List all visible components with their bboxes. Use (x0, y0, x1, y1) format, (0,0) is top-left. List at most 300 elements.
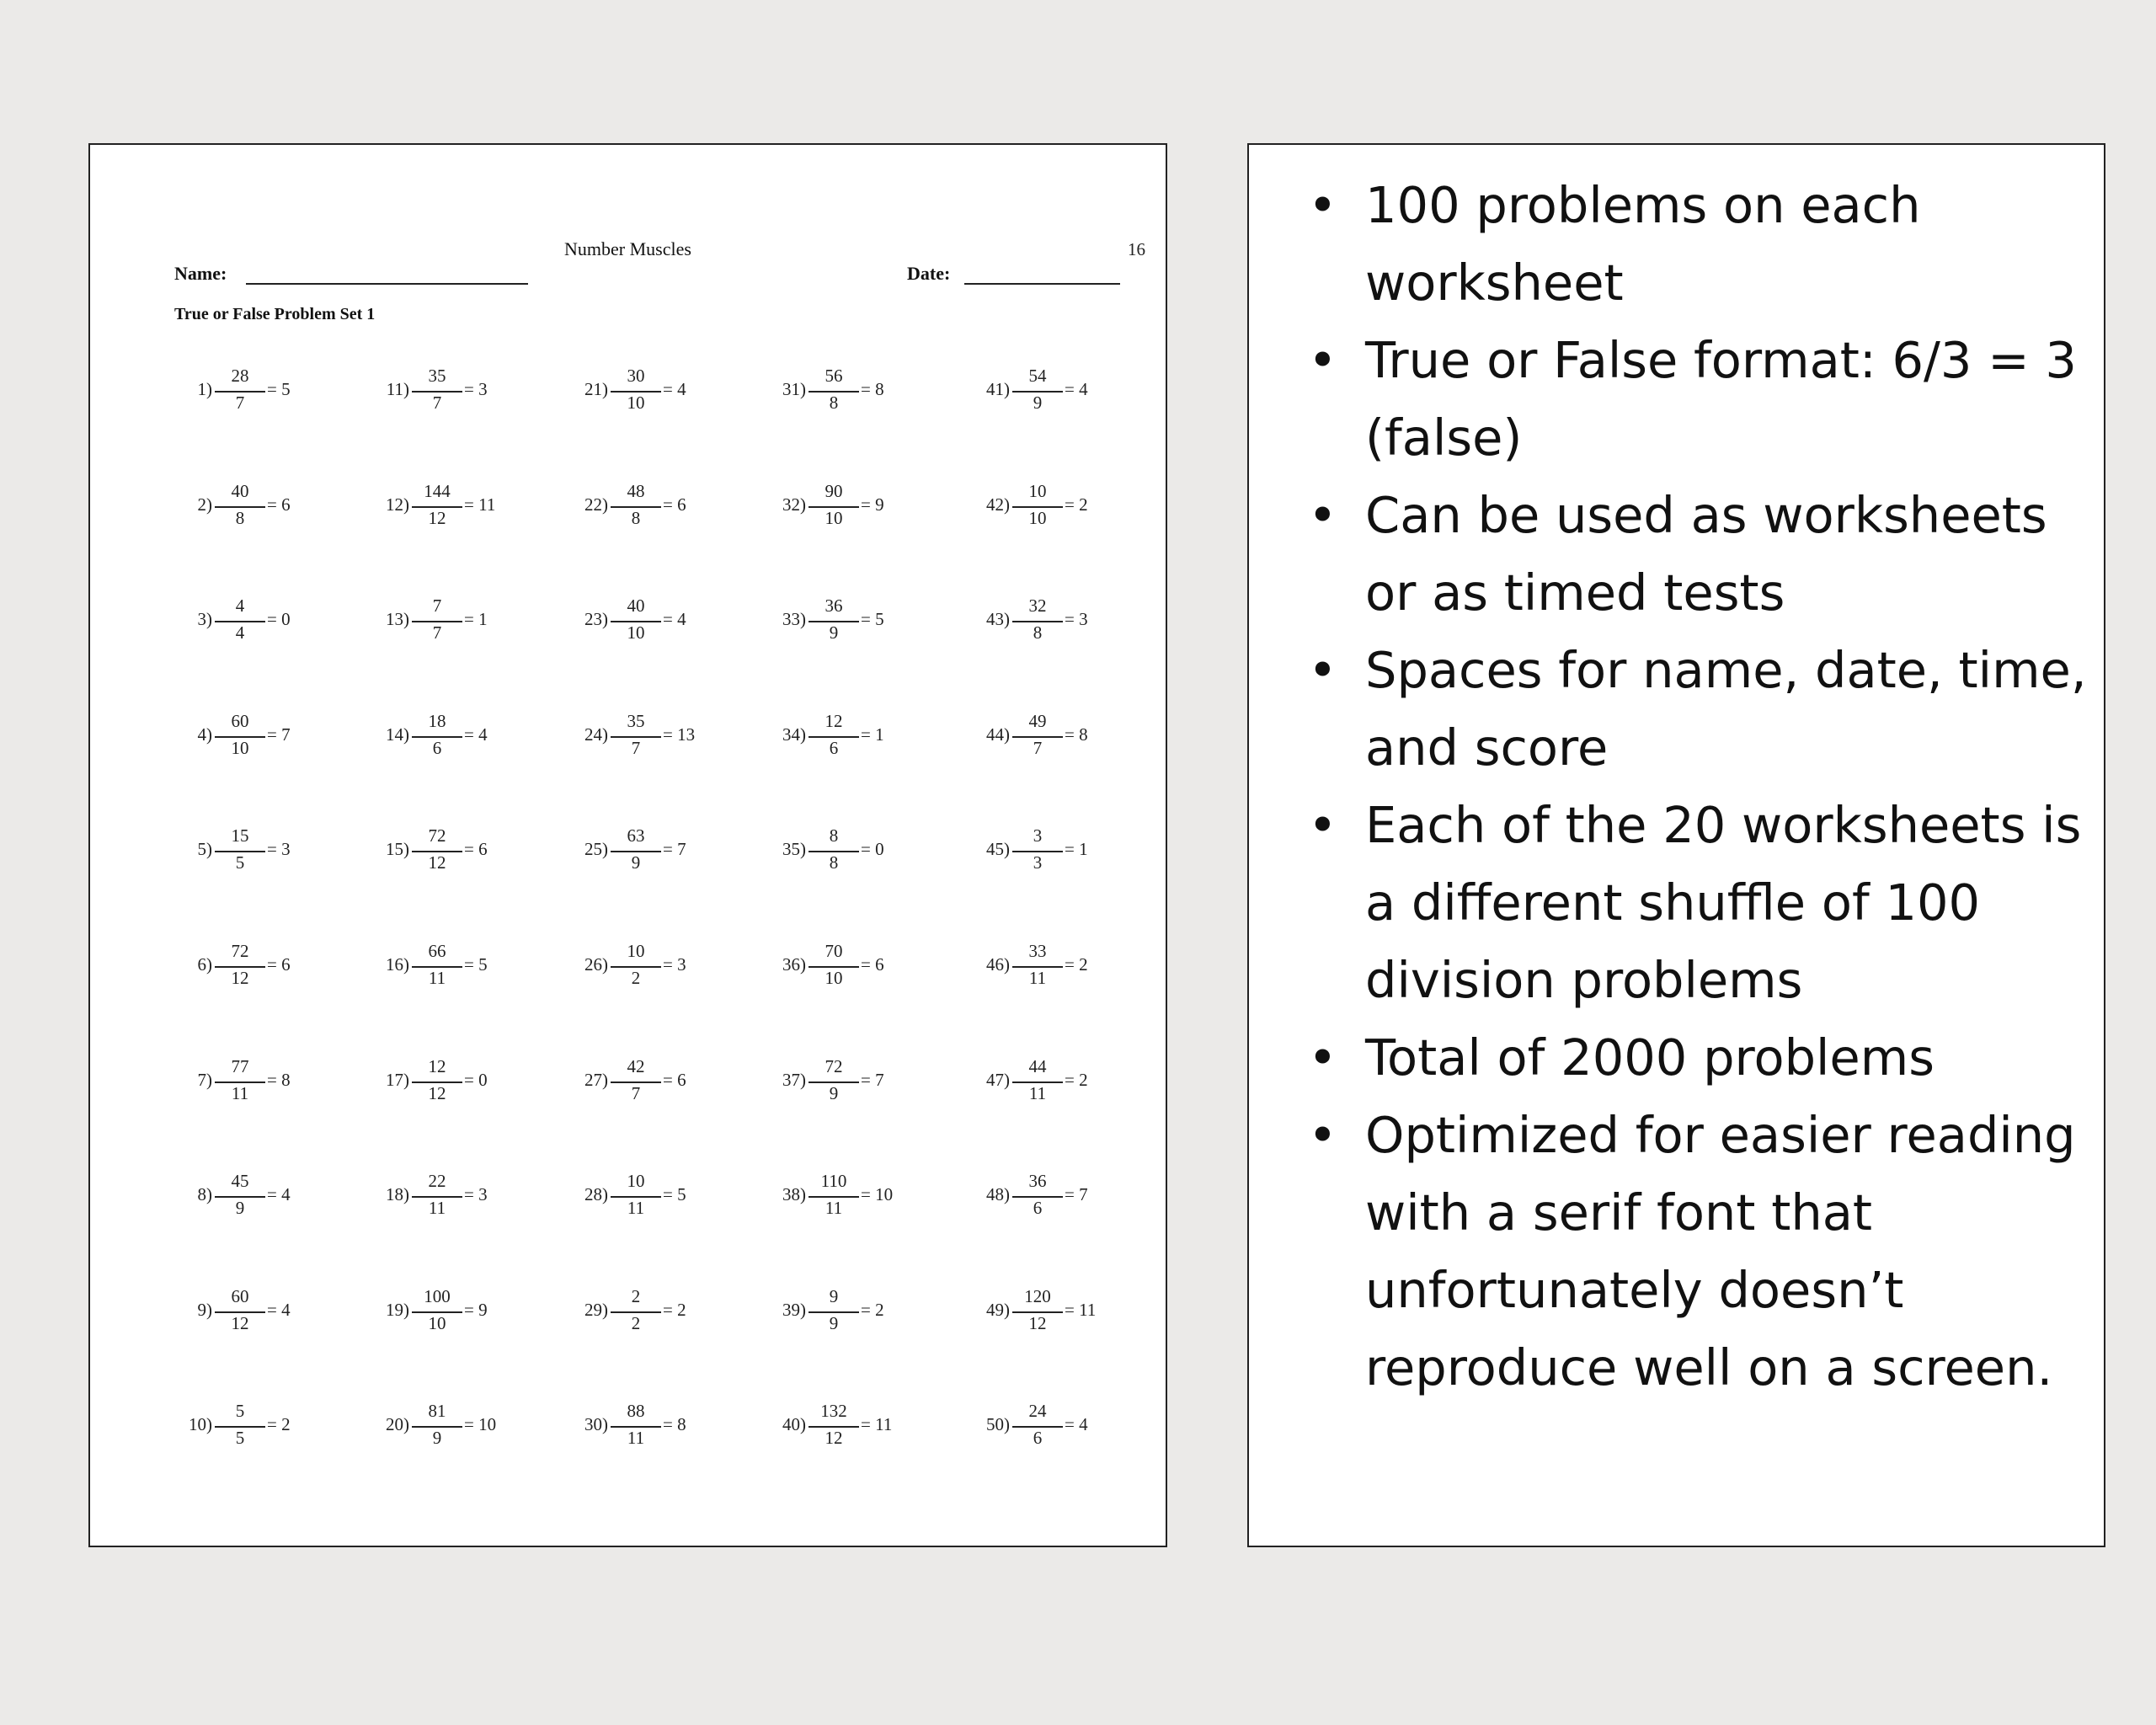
problem-item (768, 708, 903, 761)
problem-item (972, 708, 1107, 761)
bullet-icon: • (1308, 176, 1337, 234)
denominator: 12 (231, 1312, 249, 1333)
fraction (412, 937, 462, 991)
fraction (412, 822, 462, 876)
numerator: 54 (1028, 366, 1047, 386)
proposed-answer: = 4 (1065, 1414, 1088, 1435)
problem-set-title: True or False Problem Set 1 (174, 305, 376, 323)
proposed-answer: = 7 (267, 724, 291, 745)
problem-number: 38) (782, 1184, 806, 1205)
problem-item (768, 1053, 903, 1107)
denominator: 6 (829, 737, 839, 758)
problem-item (174, 1167, 309, 1221)
proposed-answer: = 5 (267, 379, 291, 399)
feature-item (1308, 1097, 2095, 1407)
fraction (611, 1397, 661, 1451)
name-label: Name: (174, 263, 227, 284)
denominator: 8 (829, 852, 839, 873)
fraction (611, 592, 661, 646)
proposed-answer: = 0 (464, 1069, 488, 1090)
feature-text: True or False format: 6/3 = 3 (false) (1365, 331, 2077, 467)
problem-number: 49) (986, 1299, 1010, 1320)
fraction (1012, 1167, 1063, 1221)
denominator: 9 (235, 1198, 245, 1219)
fraction (611, 1053, 661, 1107)
problem-item (174, 822, 309, 876)
fraction (611, 937, 661, 991)
numerator: 30 (627, 366, 645, 386)
fraction (215, 822, 265, 876)
proposed-answer: = 2 (861, 1299, 884, 1320)
proposed-answer: = 1 (464, 609, 488, 630)
numerator: 12 (825, 710, 843, 731)
proposed-answer: = 8 (663, 1414, 686, 1435)
proposed-answer: = 4 (464, 724, 488, 745)
denominator: 11 (1028, 1082, 1047, 1103)
problem-item (371, 1397, 506, 1451)
proposed-answer: = 8 (267, 1069, 291, 1090)
problem-number: 31) (782, 379, 806, 399)
proposed-answer: = 11 (861, 1414, 893, 1435)
fraction (808, 1053, 859, 1107)
problem-item (972, 362, 1107, 416)
denominator: 7 (432, 393, 442, 413)
proposed-answer: = 7 (663, 839, 686, 860)
proposed-answer: = 7 (1065, 1184, 1088, 1205)
problem-number: 5) (197, 839, 212, 860)
problem-number: 3) (197, 609, 212, 630)
feature-item (1308, 632, 2095, 787)
feature-text: Each of the 20 worksheets is a different shuffle of 100 division problems (1365, 796, 2082, 1009)
problem-number: 42) (986, 494, 1010, 515)
proposed-answer: = 2 (267, 1414, 291, 1435)
problem-number: 33) (782, 609, 806, 630)
numerator: 72 (428, 825, 446, 846)
fraction (808, 708, 859, 761)
numerator: 40 (627, 595, 645, 617)
problem-item (371, 1283, 506, 1337)
numerator: 49 (1028, 710, 1047, 731)
denominator: 3 (1033, 852, 1043, 873)
numerator: 60 (231, 1285, 249, 1306)
denominator: 12 (428, 1082, 446, 1103)
numerator: 36 (1028, 1171, 1047, 1192)
problem-number: 39) (782, 1299, 806, 1320)
problem-item (371, 478, 506, 531)
problem-item (972, 1283, 1107, 1337)
feature-text: Can be used as worksheets or as timed tests (1365, 486, 2047, 622)
denominator: 9 (432, 1428, 442, 1449)
proposed-answer: = 4 (267, 1299, 291, 1320)
fraction (215, 1053, 265, 1107)
denominator: 5 (235, 1428, 245, 1449)
denominator: 12 (428, 852, 446, 873)
problem-number: 13) (386, 609, 409, 630)
fraction (215, 1397, 265, 1451)
problem-item (768, 1397, 903, 1451)
fraction (808, 478, 859, 531)
feature-text: Spaces for name, date, time, and score (1365, 641, 2087, 777)
feature-panel (1247, 143, 2105, 1547)
fraction (1012, 822, 1063, 876)
proposed-answer: = 3 (464, 379, 488, 399)
problem-item (972, 822, 1107, 876)
fraction (808, 1397, 859, 1451)
proposed-answer: = 6 (464, 839, 488, 860)
numerator: 60 (231, 710, 249, 731)
problem-number: 32) (782, 494, 806, 515)
proposed-answer: = 6 (267, 954, 291, 975)
feature-item (1308, 1019, 2095, 1097)
denominator: 10 (627, 393, 645, 413)
proposed-answer: = 2 (663, 1299, 686, 1320)
fraction (1012, 1397, 1063, 1451)
denominator: 8 (631, 507, 641, 528)
fraction (412, 592, 462, 646)
fraction (1012, 592, 1063, 646)
denominator: 12 (825, 1428, 843, 1449)
denominator: 10 (825, 968, 843, 988)
problem-item (768, 822, 903, 876)
numerator: 10 (627, 1171, 645, 1192)
proposed-answer: = 2 (1065, 954, 1088, 975)
proposed-answer: = 8 (861, 379, 884, 399)
proposed-answer: = 0 (861, 839, 884, 860)
proposed-answer: = 10 (464, 1414, 497, 1435)
proposed-answer: = 6 (267, 494, 291, 515)
problem-number: 1) (197, 379, 212, 399)
bullet-icon: • (1308, 331, 1337, 389)
numerator: 44 (1028, 1055, 1047, 1076)
fraction (611, 478, 661, 531)
problem-number: 11) (386, 379, 409, 399)
proposed-answer: = 3 (1065, 609, 1088, 630)
page-number: 16 (1128, 239, 1145, 259)
numerator: 5 (235, 1401, 245, 1422)
problem-item (371, 708, 506, 761)
numerator: 90 (825, 480, 843, 501)
fraction (215, 937, 265, 991)
numerator: 45 (231, 1171, 249, 1192)
numerator: 35 (428, 366, 446, 386)
proposed-answer: = 11 (1065, 1299, 1097, 1320)
fraction (611, 708, 661, 761)
denominator: 10 (825, 507, 843, 528)
numerator: 110 (820, 1171, 847, 1192)
problem-item (570, 1283, 705, 1337)
problem-number: 9) (197, 1299, 212, 1320)
fraction (1012, 1053, 1063, 1107)
denominator: 7 (1033, 737, 1043, 758)
problem-item (768, 592, 903, 646)
numerator: 132 (820, 1401, 847, 1422)
numerator: 36 (825, 595, 843, 617)
problem-item (972, 478, 1107, 531)
problem-item (768, 1167, 903, 1221)
fraction (1012, 708, 1063, 761)
fraction (412, 478, 462, 531)
problem-item (768, 478, 903, 531)
numerator: 33 (1028, 941, 1047, 961)
fraction (412, 362, 462, 416)
proposed-answer: = 4 (663, 609, 686, 630)
numerator: 7 (432, 595, 442, 617)
problem-number: 44) (986, 724, 1010, 745)
problem-item (570, 478, 705, 531)
fraction (611, 822, 661, 876)
denominator: 11 (428, 968, 446, 988)
proposed-answer: = 13 (663, 724, 696, 745)
numerator: 40 (231, 480, 249, 501)
proposed-answer: = 5 (861, 609, 884, 630)
fraction (412, 1053, 462, 1107)
problem-number: 23) (584, 609, 608, 630)
fraction (412, 1397, 462, 1451)
denominator: 11 (627, 1428, 645, 1449)
numerator: 3 (1033, 825, 1043, 846)
problem-number: 19) (386, 1299, 409, 1320)
denominator: 9 (1033, 393, 1043, 413)
fraction (215, 1283, 265, 1337)
problem-item (972, 1397, 1107, 1451)
denominator: 7 (631, 737, 641, 758)
problem-item (570, 592, 705, 646)
numerator: 24 (1028, 1401, 1047, 1422)
proposed-answer: = 7 (861, 1069, 884, 1090)
problem-item (371, 592, 506, 646)
fraction (808, 822, 859, 876)
problem-number: 26) (584, 954, 608, 975)
fraction (215, 1167, 265, 1221)
fraction (215, 592, 265, 646)
fraction (808, 1167, 859, 1221)
problem-number: 47) (986, 1069, 1010, 1090)
proposed-answer: = 4 (1065, 379, 1088, 399)
fraction (412, 1283, 462, 1337)
problem-item (972, 592, 1107, 646)
proposed-answer: = 4 (267, 1184, 291, 1205)
numerator: 144 (424, 480, 451, 501)
bullet-icon: • (1308, 486, 1337, 544)
numerator: 10 (627, 941, 645, 961)
feature-item (1308, 787, 2095, 1019)
problem-item (174, 362, 309, 416)
denominator: 9 (829, 1082, 839, 1103)
problem-number: 27) (584, 1069, 608, 1090)
problem-number: 24) (584, 724, 608, 745)
numerator: 32 (1028, 595, 1047, 617)
fraction (611, 1283, 661, 1337)
problem-item (371, 1053, 506, 1107)
numerator: 2 (631, 1285, 641, 1306)
problem-number: 28) (584, 1184, 608, 1205)
fraction (1012, 362, 1063, 416)
problem-number: 35) (782, 839, 806, 860)
fraction (611, 1167, 661, 1221)
denominator: 12 (231, 968, 249, 988)
proposed-answer: = 6 (663, 1069, 686, 1090)
numerator: 70 (825, 941, 843, 961)
problem-item (174, 937, 309, 991)
proposed-answer: = 4 (663, 379, 686, 399)
numerator: 63 (627, 825, 645, 846)
problem-number: 25) (584, 839, 608, 860)
proposed-answer: = 5 (464, 954, 488, 975)
numerator: 100 (424, 1285, 451, 1306)
fraction (215, 478, 265, 531)
problem-number: 40) (782, 1414, 806, 1435)
problem-number: 10) (189, 1414, 212, 1435)
problem-item (371, 362, 506, 416)
problem-number: 7) (197, 1069, 212, 1090)
numerator: 8 (829, 825, 839, 846)
numerator: 4 (235, 595, 245, 617)
problem-number: 48) (986, 1184, 1010, 1205)
bullet-icon: • (1308, 796, 1337, 854)
problem-number: 29) (584, 1299, 608, 1320)
numerator: 66 (428, 941, 446, 961)
proposed-answer: = 6 (663, 494, 686, 515)
numerator: 88 (627, 1401, 645, 1422)
denominator: 2 (631, 1312, 641, 1333)
problem-number: 22) (584, 494, 608, 515)
fraction (808, 1283, 859, 1337)
problem-item (174, 1053, 309, 1107)
problem-number: 45) (986, 839, 1010, 860)
problem-item (972, 937, 1107, 991)
problem-item (174, 708, 309, 761)
numerator: 15 (231, 825, 249, 846)
proposed-answer: = 5 (663, 1184, 686, 1205)
numerator: 18 (428, 710, 446, 731)
problem-number: 43) (986, 609, 1010, 630)
proposed-answer: = 9 (861, 494, 884, 515)
denominator: 8 (1033, 622, 1043, 644)
problem-number: 50) (986, 1414, 1010, 1435)
denominator: 9 (829, 1312, 839, 1333)
problem-item (768, 1283, 903, 1337)
problem-item (174, 1397, 309, 1451)
proposed-answer: = 8 (1065, 724, 1088, 745)
date-label: Date: (907, 263, 951, 284)
fraction (1012, 478, 1063, 531)
problem-item (570, 1053, 705, 1107)
proposed-answer: = 9 (464, 1299, 488, 1320)
feature-item (1308, 477, 2095, 632)
bullet-icon: • (1308, 641, 1337, 699)
fraction (412, 708, 462, 761)
denominator: 5 (235, 852, 245, 873)
denominator: 11 (825, 1198, 843, 1219)
feature-text: 100 problems on each worksheet (1365, 176, 1921, 312)
proposed-answer: = 11 (464, 494, 496, 515)
numerator: 10 (1028, 480, 1047, 501)
numerator: 22 (428, 1171, 446, 1192)
numerator: 72 (825, 1055, 843, 1076)
problem-item (174, 1283, 309, 1337)
problem-number: 17) (386, 1069, 409, 1090)
numerator: 81 (428, 1401, 446, 1422)
proposed-answer: = 3 (464, 1184, 488, 1205)
denominator: 6 (1033, 1428, 1043, 1449)
denominator: 11 (231, 1082, 249, 1103)
proposed-answer: = 6 (861, 954, 884, 975)
numerator: 42 (627, 1055, 645, 1076)
fraction (808, 937, 859, 991)
feature-text: Total of 2000 problems (1365, 1028, 1935, 1087)
problem-number: 21) (584, 379, 608, 399)
date-blank-line (964, 283, 1120, 285)
problem-number: 15) (386, 839, 409, 860)
numerator: 35 (627, 710, 645, 731)
denominator: 11 (627, 1198, 645, 1219)
numerator: 56 (825, 366, 843, 386)
problem-item (570, 937, 705, 991)
problem-number: 37) (782, 1069, 806, 1090)
fraction (611, 362, 661, 416)
problem-number: 36) (782, 954, 806, 975)
feature-item (1308, 167, 2095, 322)
numerator: 72 (231, 941, 249, 961)
bullet-icon: • (1308, 1106, 1337, 1164)
problem-item (570, 822, 705, 876)
problem-item (768, 362, 903, 416)
problem-item (570, 1397, 705, 1451)
numerator: 77 (231, 1055, 249, 1076)
bullet-icon: • (1308, 1028, 1337, 1087)
problem-item (174, 592, 309, 646)
denominator: 2 (631, 968, 641, 988)
problem-number: 20) (386, 1414, 409, 1435)
feature-item (1308, 322, 2095, 477)
problem-number: 18) (386, 1184, 409, 1205)
fraction (412, 1167, 462, 1221)
denominator: 6 (432, 737, 442, 758)
problem-number: 41) (986, 379, 1010, 399)
problem-number: 14) (386, 724, 409, 745)
proposed-answer: = 0 (267, 609, 291, 630)
fraction (1012, 1283, 1063, 1337)
numerator: 9 (829, 1285, 839, 1306)
proposed-answer: = 10 (861, 1184, 894, 1205)
problem-item (371, 1167, 506, 1221)
problem-item (972, 1167, 1107, 1221)
denominator: 10 (231, 737, 249, 758)
fraction (1012, 937, 1063, 991)
numerator: 28 (231, 366, 249, 386)
denominator: 9 (631, 852, 641, 873)
problem-number: 12) (386, 494, 409, 515)
denominator: 8 (235, 507, 245, 528)
problem-number: 16) (386, 954, 409, 975)
problem-number: 2) (197, 494, 212, 515)
problem-number: 6) (197, 954, 212, 975)
denominator: 9 (829, 622, 839, 644)
denominator: 4 (235, 622, 245, 644)
proposed-answer: = 2 (1065, 494, 1088, 515)
feature-list (1249, 167, 2104, 1407)
numerator: 120 (1024, 1285, 1051, 1306)
denominator: 12 (1028, 1312, 1047, 1333)
problem-number: 34) (782, 724, 806, 745)
denominator: 6 (1033, 1198, 1043, 1219)
proposed-answer: = 3 (663, 954, 686, 975)
denominator: 10 (627, 622, 645, 644)
problem-number: 46) (986, 954, 1010, 975)
worksheet-page (88, 143, 1167, 1547)
denominator: 10 (428, 1312, 446, 1333)
numerator: 12 (428, 1055, 446, 1076)
